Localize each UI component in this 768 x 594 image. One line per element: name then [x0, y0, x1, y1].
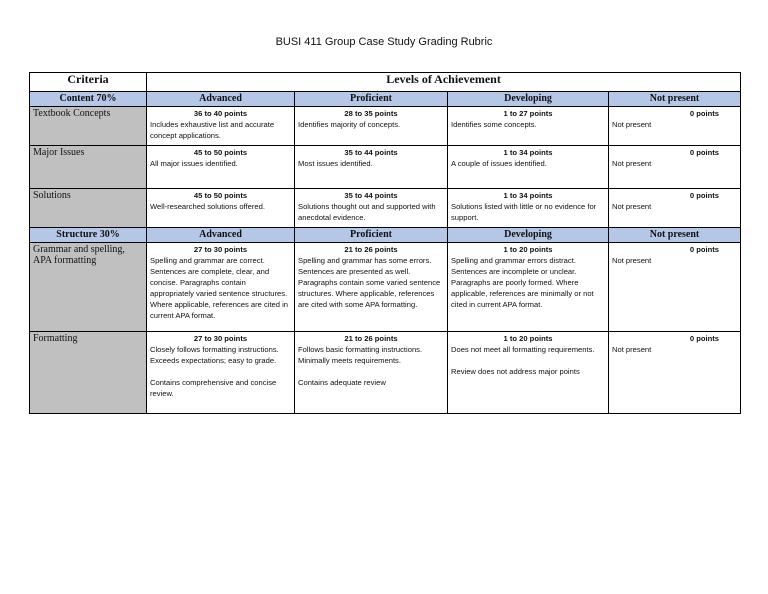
points-label: 45 to 50 points	[193, 148, 248, 157]
points-label: 35 to 44 points	[344, 148, 398, 157]
proficient-cell	[295, 243, 448, 332]
advanced-cell	[147, 243, 295, 332]
developing-cell	[448, 107, 609, 146]
points-label: 27 to 30 points	[193, 334, 248, 343]
proficient-cell	[295, 332, 448, 414]
description: Well-researched solutions offered.	[150, 202, 265, 211]
not-present-cell	[609, 189, 741, 228]
points-label: 35 to 44 points	[344, 191, 398, 200]
points-label: 28 to 35 points	[344, 109, 398, 118]
points-label: 0 points	[689, 148, 720, 157]
rubric-row-formatting	[30, 332, 741, 414]
description: Spelling and grammar are correct. Sentences are complete, clear, and concise. Paragraphs contain appropriately varied sentence structures. Where applicable, references are cited in current APA format.	[150, 256, 289, 320]
points-label: 1 to 20 points	[503, 334, 553, 343]
description: Spelling and grammar has some errors. Sentences are presented as well. Paragraphs contain some varied sentence structures. Where applicable, references are cited with some APA formatting.	[298, 256, 441, 309]
rubric-row-textbook-concepts	[30, 107, 741, 146]
section-header-structure	[30, 228, 741, 243]
level-proficient: Proficient	[295, 228, 448, 243]
section-header-content	[30, 92, 741, 107]
points-label: 1 to 34 points	[503, 191, 553, 200]
level-advanced: Advanced	[147, 228, 295, 243]
advanced-cell	[147, 146, 295, 189]
advanced-cell	[147, 189, 295, 228]
levels-header: Levels of Achievement	[147, 73, 741, 92]
not-present-cell	[609, 332, 741, 414]
developing-cell	[448, 189, 609, 228]
table-header-row	[30, 73, 741, 92]
level-developing: Developing	[448, 92, 609, 107]
proficient-cell	[295, 107, 448, 146]
criteria-cell: Major Issues	[30, 146, 147, 189]
description: Not present	[612, 120, 652, 129]
level-not-present: Not present	[609, 92, 741, 107]
description: Does not meet all formatting requirements. Review does not address major points	[451, 345, 595, 376]
description: Not present	[612, 202, 652, 211]
criteria-cell: Solutions	[30, 189, 147, 228]
proficient-cell	[295, 146, 448, 189]
description: Identifies majority of concepts.	[298, 120, 401, 129]
points-label: 45 to 50 points	[193, 191, 248, 200]
section-label: Structure 30%	[30, 228, 147, 243]
rubric-row-major-issues	[30, 146, 741, 189]
developing-cell	[448, 332, 609, 414]
description: Includes exhaustive list and accurate concept applications.	[150, 120, 275, 140]
points-label: 1 to 34 points	[503, 148, 553, 157]
not-present-cell	[609, 243, 741, 332]
level-not-present: Not present	[609, 228, 741, 243]
proficient-cell	[295, 189, 448, 228]
description: Closely follows formatting instructions. Exceeds expectations; easy to grade. Contains comprehensive and concise review.	[150, 345, 279, 398]
description: Most issues identified.	[298, 159, 373, 168]
points-label: 21 to 26 points	[344, 245, 398, 254]
developing-cell	[448, 146, 609, 189]
description: Follows basic formatting instructions. Minimally meets requirements. Contains adequate review	[298, 345, 423, 387]
description: A couple of issues identified.	[451, 159, 547, 168]
not-present-cell	[609, 107, 741, 146]
advanced-cell	[147, 107, 295, 146]
description: Not present	[612, 345, 652, 354]
advanced-cell	[147, 332, 295, 414]
developing-cell	[448, 243, 609, 332]
description: Not present	[612, 159, 652, 168]
section-label: Content 70%	[30, 92, 147, 107]
grading-rubric-table	[29, 72, 741, 414]
description: Spelling and grammar errors distract. Sentences are incomplete or unclear. Paragraphs are poorly formed. Where applicable, references are minimally or not cited in current APA format.	[451, 256, 594, 309]
description: Solutions listed with little or no evidence for support.	[451, 202, 597, 222]
level-developing: Developing	[448, 228, 609, 243]
description: Identifies some concepts.	[451, 120, 537, 129]
points-label: 36 to 40 points	[193, 109, 248, 118]
points-label: 0 points	[689, 109, 720, 118]
points-label: 1 to 20 points	[503, 245, 553, 254]
points-label: 1 to 27 points	[503, 109, 553, 118]
description: All major issues identified.	[150, 159, 238, 168]
points-label: 21 to 26 points	[344, 334, 398, 343]
description: Not present	[612, 256, 652, 265]
level-proficient: Proficient	[295, 92, 448, 107]
criteria-header: Criteria	[30, 73, 147, 92]
document-title: BUSI 411 Group Case Study Grading Rubric	[275, 36, 493, 48]
description: Solutions thought out and supported with anecdotal evidence.	[298, 202, 436, 222]
criteria-cell: Textbook Concepts	[30, 107, 147, 146]
not-present-cell	[609, 146, 741, 189]
points-label: 0 points	[689, 191, 720, 200]
rubric-row-solutions	[30, 189, 741, 228]
points-label: 0 points	[689, 245, 720, 254]
points-label: 0 points	[689, 334, 720, 343]
points-label: 27 to 30 points	[193, 245, 248, 254]
rubric-row-grammar-apa	[30, 243, 741, 332]
criteria-cell: Formatting	[30, 332, 147, 414]
criteria-cell: Grammar and spelling, APA formatting	[30, 243, 147, 332]
level-advanced: Advanced	[147, 92, 295, 107]
